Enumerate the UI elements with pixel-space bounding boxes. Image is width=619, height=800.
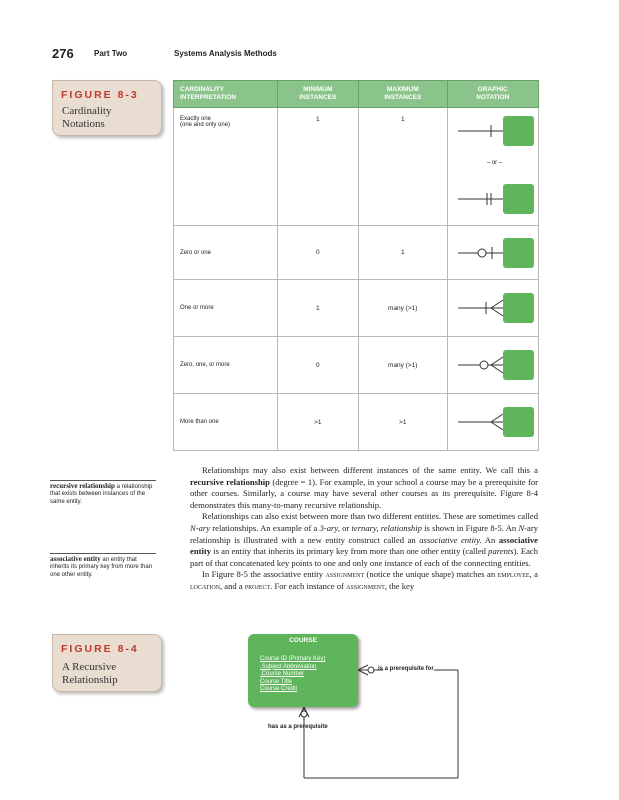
attribute: Course Title <box>260 678 293 685</box>
relation-label-top: is a prerequisite for <box>378 666 434 672</box>
figure-title-line2: Relationship <box>62 674 118 686</box>
entity-box <box>503 293 534 323</box>
max-value: 1 <box>359 108 447 226</box>
interp-text: Zero, one, or more <box>174 337 278 394</box>
part-label: Part Two <box>94 49 128 58</box>
figure-8-4-caption <box>52 634 162 692</box>
max-value: 1 <box>359 226 447 280</box>
max-value: many (>1) <box>359 280 447 337</box>
interp-text: Zero or one <box>174 226 278 280</box>
entity-box <box>503 407 534 437</box>
glossary-term: associative entity <box>50 555 101 563</box>
table-row <box>174 280 539 337</box>
glossary-definition: an entity that inherits its primary key from more than one other entity. <box>50 557 153 578</box>
table-header-row <box>174 81 539 108</box>
paragraph-1: Relationships may also exist between different instances of the same entity. We call this a recursive relationship (degree = 1). For example, in your school a course may be a prerequisite for other courses. Similarly, a course may have several other courses as its prerequisite. Figure 8-4 demonstrates this many-to-many recursive relationship. <box>190 465 538 510</box>
table-row <box>174 337 539 394</box>
interp-text: One or more <box>174 280 278 337</box>
min-value: 1 <box>277 280 358 337</box>
glossary-definition: a relationship that exists between instances of the same entity. <box>50 484 153 505</box>
section-title: Systems Analysis Methods <box>174 49 277 58</box>
entity-box <box>503 238 534 268</box>
body-text <box>190 465 538 593</box>
min-value: 1 <box>277 108 358 226</box>
glossary-term: recursive relationship <box>50 482 115 490</box>
paragraph-3: In Figure 8-5 the associative entity assignment (notice the unique shape) matches an employee, a location, and a project. For each instance of assignment, the key <box>190 569 538 591</box>
glossary-recursive-relationship <box>50 480 156 506</box>
interp-text: More than one <box>174 394 278 451</box>
col-header-minimum: MINIMUM INSTANCES <box>277 81 358 108</box>
entity-name: COURSE <box>289 637 317 644</box>
table-row <box>174 226 539 280</box>
interp-subtext: (one and only one) <box>180 122 231 128</box>
figure-8-3-caption <box>52 80 162 136</box>
min-value: 0 <box>277 226 358 280</box>
relation-label-bottom: has as a prerequisite <box>268 724 328 730</box>
col-header-notation: GRAPHIC NOTATION <box>447 81 539 108</box>
more-than-one-notation <box>448 394 539 450</box>
table-row <box>174 108 539 226</box>
figure-title-line1: A Recursive <box>62 661 117 673</box>
paragraph-2: Relationships can also exist between more than two different entities. These are sometimes called N-ary relationships. An example of a 3-ary, or ternary, relationship is shown in Figure 8-5. An N-ary relationship is illustrated with a new entity construct called an associative entity. An associative entity is an entity that inherits its primary key from more than one other entity (called parents). Each part of that concatenated key points to one and only one instance of each of the connecting entities. <box>190 511 538 568</box>
term-associative-entity: associative entity <box>190 534 538 557</box>
attribute: .Course Number <box>260 671 305 677</box>
col-header-interpretation: CARDINALITY INTERPRETATION <box>174 81 278 108</box>
figure-title <box>62 661 118 687</box>
relationship-lines <box>240 630 480 790</box>
figure-label: FIGURE 8-3 <box>61 89 139 101</box>
entity-box <box>503 116 534 146</box>
attribute: Course Credit <box>260 686 298 692</box>
figure-title-line1: Cardinality <box>62 105 112 117</box>
zero-one-or-more-notation <box>448 337 539 393</box>
min-value: 0 <box>277 337 358 394</box>
attribute: .Subject Abbreviation <box>260 663 317 670</box>
figure-label: FIGURE 8-4 <box>61 643 139 655</box>
figure-title-line2: Notations <box>62 118 105 130</box>
page-number: 276 <box>52 46 74 61</box>
entity-box <box>503 184 534 214</box>
figure-title <box>62 105 112 131</box>
table-row <box>174 394 539 451</box>
max-value: many (>1) <box>359 337 447 394</box>
glossary-associative-entity <box>50 553 156 579</box>
min-value: >1 <box>277 394 358 451</box>
zero-or-one-notation <box>448 226 539 279</box>
term-recursive-relationship: recursive relationship <box>190 476 270 487</box>
col-header-maximum: MAXIMUM INSTANCES <box>359 81 447 108</box>
attribute: Course ID (Primary Key) <box>260 656 326 662</box>
or-text: – or – <box>486 160 503 166</box>
max-value: >1 <box>359 394 447 451</box>
one-or-more-notation <box>448 280 539 336</box>
cardinality-table <box>173 80 539 451</box>
exactly-one-notation <box>448 108 539 225</box>
entity-box <box>503 350 534 380</box>
interp-text: Exactly one <box>180 116 212 122</box>
